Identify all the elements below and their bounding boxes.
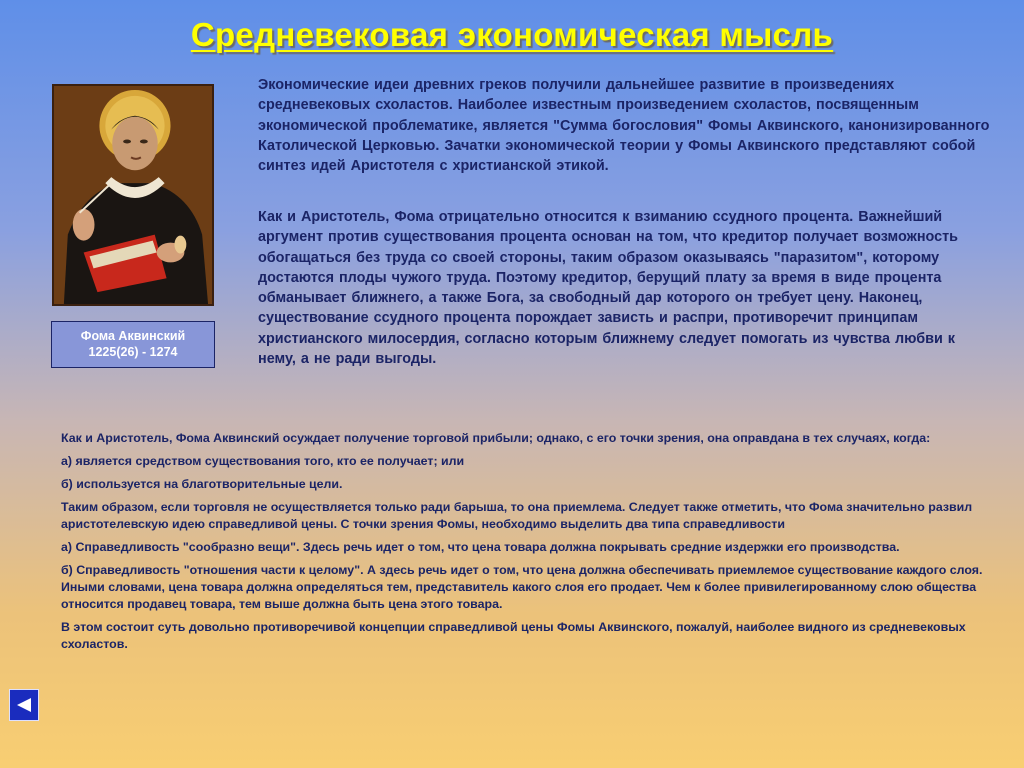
lower-text-block xyxy=(61,430,993,659)
intro-paragraph: Как и Аристотель, Фома отрицательно относится к взиманию ссудного процента. Важнейший аргумент против существования процента основан на том, что кредитор получает возможность обогащаться без труда со своей стороны, таким образом оказываясь "паразитом", которому достаются плоды чужого труда. Поэтому кредитор, берущий плату за время в виде процента обманывает ближнего, а также Бога, за свободный дар которого он требует цену. Наконец, существование ссудного процента порождает зависть и распри, противоречит принципам христианского милосердия, согласно которым ближнему следует помогать из чувства любви к нему, а не ради выгоды. xyxy=(258,209,959,368)
back-button[interactable] xyxy=(9,689,39,721)
portrait-image xyxy=(52,84,214,306)
lower-paragraph: В этом состоит суть довольно противоречивой концепции справедливой цены Фомы Аквинского, пожалуй, наиболее видного из средневековых схоластов. xyxy=(61,620,966,651)
caption-name: Фома Аквинский xyxy=(80,328,186,343)
lower-paragraph: б) Справедливость "отношения части к целому". А здесь речь идет о том, что цена должна обеспечивать приемлемое существование каждого слоя. Иными словами, цена товара должна определяться тем, представитель какого слоя его продает. Чем к более привилегированному слою общества относится продавец товара, тем выше должна быть цена этого товара. xyxy=(61,563,983,611)
lower-paragraph: Таким образом, если торговля не осуществляется только ради барыша, то она приемлема. Следует также отметить, что Фома значительно развил аристотелевскую идею справедливой цены. С точки зрения Фомы, необходимо выделить два типа справедливости xyxy=(61,500,973,531)
lower-paragraph: Как и Аристотель, Фома Аквинский осуждает получение торговой прибыли; однако, с его точки зрения, она оправдана в тех случаях, когда: xyxy=(61,431,931,445)
slide-title: Средневековая экономическая мысль xyxy=(190,16,834,53)
lower-paragraph: а) является средством существования того, кто ее получает; или xyxy=(61,454,465,468)
lower-paragraph: б) используется на благотворительные цели. xyxy=(61,477,343,491)
caption-years: 1225(26) - 1274 xyxy=(88,344,178,359)
thomas-aquinas-portrait-icon xyxy=(54,86,212,304)
lower-paragraph: а) Справедливость "сообразно вещи". Здесь речь идет о том, что цена товара должна покрывать средние издержки его производства. xyxy=(61,540,900,554)
portrait-caption xyxy=(51,321,215,368)
intro-paragraph: Экономические идеи древних греков получили дальнейшее развитие в произведениях средневековых схоластов. Наиболее известным произведением схоластов, посвященным экономической проблематике, является "Сумма богословия" Фомы Аквинского, канонизированного Католической Церковью. Зачатки экономической теории у Фомы Аквинского представляют собой синтез идей Аристотеля с христианской этикой. xyxy=(258,77,990,175)
triangle-left-icon xyxy=(15,697,33,713)
